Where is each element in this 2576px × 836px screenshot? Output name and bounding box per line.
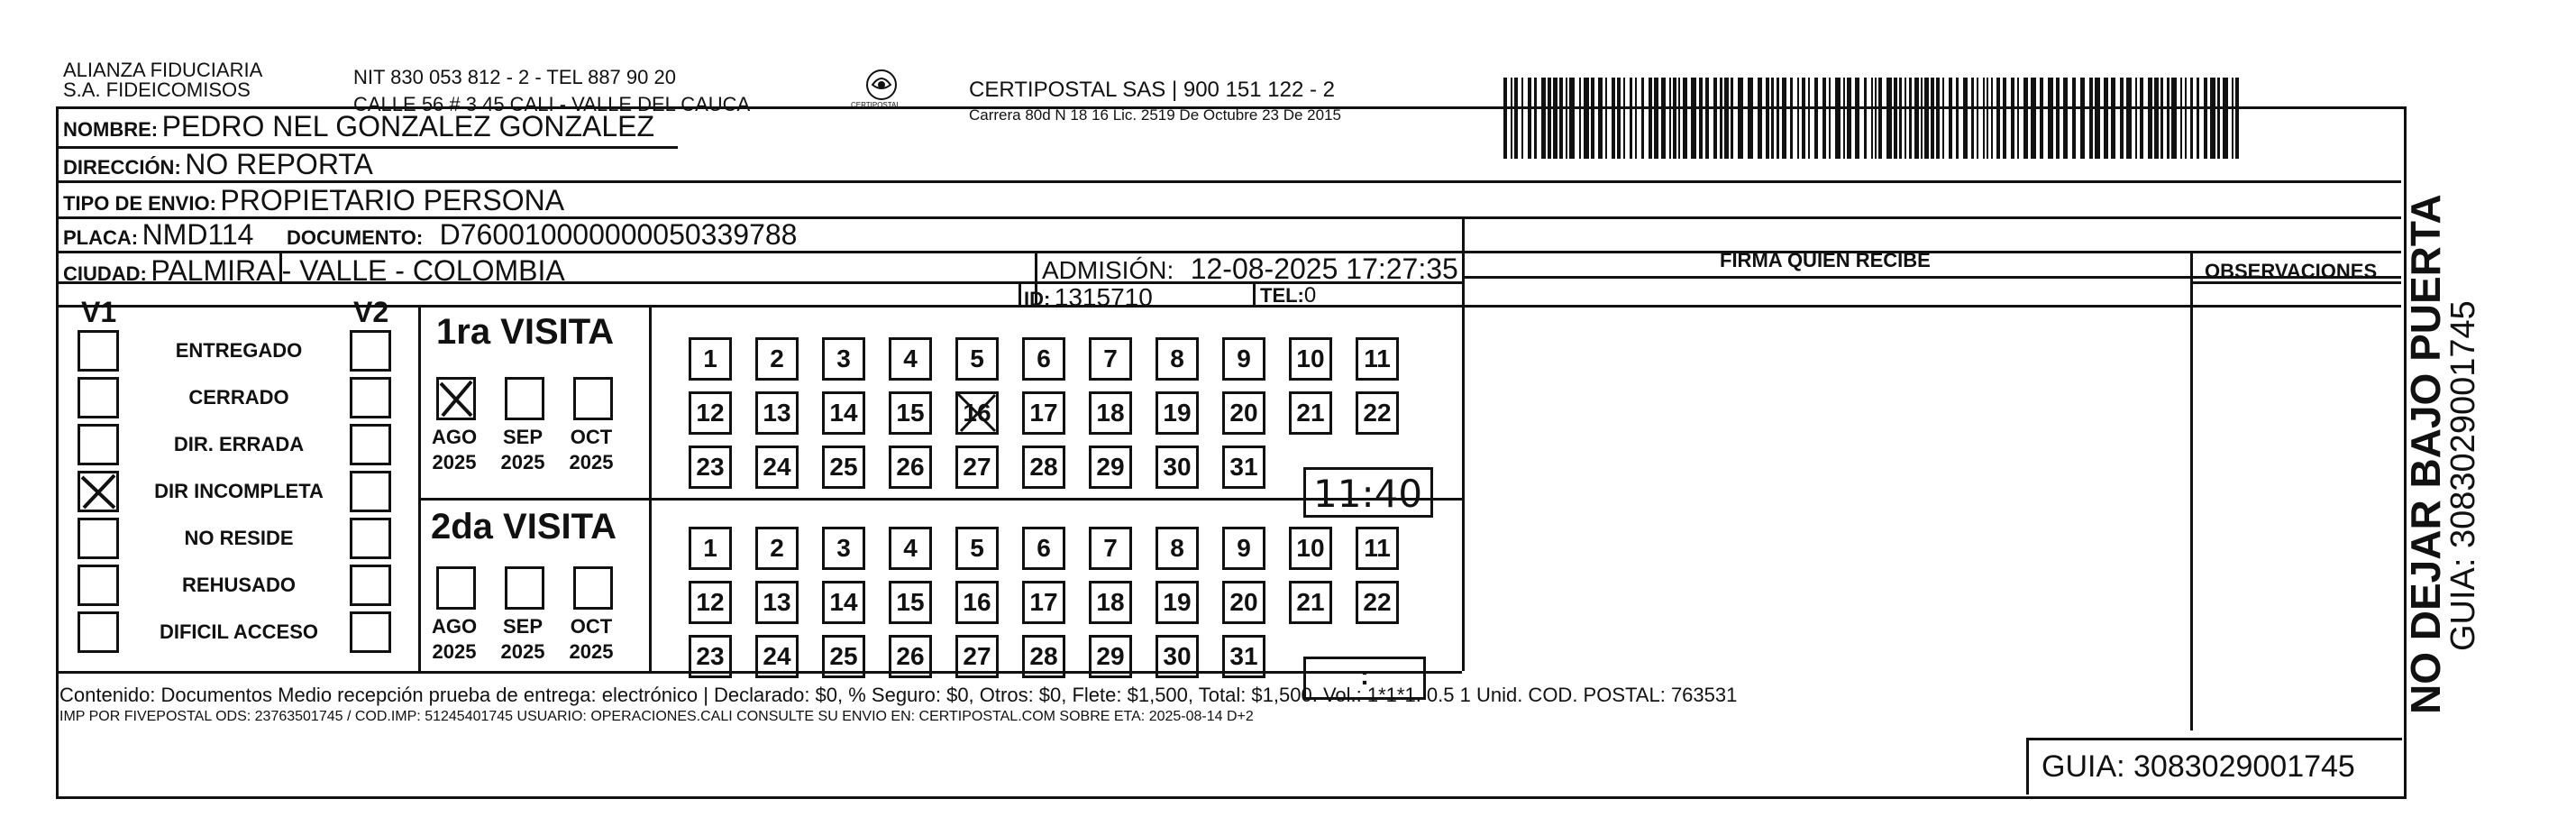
status-option-label: REHUSADO	[182, 574, 296, 596]
day-checkbox[interactable]: 26	[889, 635, 932, 678]
day-checkbox[interactable]: 11	[1356, 337, 1399, 381]
v1-checkbox[interactable]	[78, 424, 119, 465]
day-checkbox[interactable]: 3	[822, 527, 865, 570]
v2-label: V2	[353, 296, 389, 328]
v2-checkbox[interactable]	[350, 377, 391, 418]
admision-row	[1042, 253, 1458, 286]
check-mark-icon	[80, 473, 116, 510]
day-checkbox[interactable]: 7	[1089, 527, 1132, 570]
day-checkbox[interactable]: 13	[755, 391, 799, 435]
day-checkbox[interactable]: 1	[689, 527, 732, 570]
direccion-label: DIRECCIÓN:	[63, 156, 181, 179]
month-label: SEP	[502, 426, 544, 448]
month-checkbox-ago[interactable]	[436, 566, 476, 610]
day-checkbox[interactable]: 17	[1022, 391, 1065, 435]
v2-checkbox[interactable]	[350, 330, 391, 372]
month-checkbox-oct[interactable]	[573, 566, 613, 610]
guia-box-text: GUIA: 3083029001745	[2042, 749, 2355, 784]
imp-line: IMP POR FIVEPOSTAL ODS: 23763501745 / COD.IMP: 51245401745 USUARIO: OPERACIONES.CALI CONSULTE SU ENVIO EN: CERTIPOSTAL.COM SOBRE ETA: 2025-08-14 D+2	[59, 709, 1254, 724]
day-checkbox[interactable]: 23	[689, 635, 732, 678]
ciudad-value: PALMIRA - VALLE - COLOMBIA	[151, 254, 565, 287]
day-checkbox[interactable]: 27	[955, 635, 999, 678]
v1-checkbox[interactable]	[78, 377, 119, 418]
day-checkbox[interactable]: 13	[755, 581, 799, 624]
day-checkbox[interactable]: 11	[1356, 527, 1399, 570]
day-checkbox[interactable]: 17	[1022, 581, 1065, 624]
month-label: OCT	[570, 426, 613, 448]
nombre-label: NOMBRE:	[63, 118, 159, 141]
day-checkbox[interactable]: 3	[822, 337, 865, 381]
divider	[1462, 216, 1465, 671]
day-checkbox[interactable]: 16	[955, 581, 999, 624]
day-checkbox[interactable]: 19	[1156, 581, 1199, 624]
status-option-label: DIR. ERRADA	[173, 433, 305, 455]
day-checkbox[interactable]: 28	[1022, 446, 1065, 489]
divider	[1019, 281, 1021, 284]
day-checkbox[interactable]: 15	[889, 391, 932, 435]
day-checkbox[interactable]: 10	[1289, 337, 1332, 381]
v1-label: V1	[81, 296, 117, 328]
admision-value: 12-08-2025 17:27:35	[1190, 253, 1458, 285]
day-checkbox[interactable]: 12	[689, 581, 732, 624]
v1-checkbox[interactable]	[78, 518, 119, 559]
day-checkbox[interactable]: 22	[1356, 581, 1399, 624]
month-label: AGO	[431, 615, 478, 638]
logo-text: CERTIPOSTAL	[851, 101, 900, 109]
day-checkbox[interactable]: 2	[755, 527, 799, 570]
divider	[2190, 251, 2193, 730]
day-checkbox[interactable]: 4	[889, 337, 932, 381]
month-checkbox-sep[interactable]	[505, 377, 544, 420]
year-label: 2025	[432, 451, 477, 473]
certipostal-logo	[851, 65, 909, 110]
first-visit-time: 11:40	[1313, 472, 1423, 516]
day-checkbox[interactable]: 25	[822, 635, 865, 678]
ciudad-row	[63, 254, 565, 288]
carrier-line: CERTIPOSTAL SAS | 900 151 122 - 2	[969, 78, 1335, 102]
month-checkbox-oct[interactable]	[573, 377, 613, 420]
day-checkbox[interactable]: 31	[1222, 635, 1265, 678]
placa-value: NMD114	[142, 218, 254, 251]
no-dejar-bajo-puerta: NO DEJAR BAJO PUERTA	[2402, 194, 2449, 714]
day-checkbox[interactable]: 10	[1289, 527, 1332, 570]
day-checkbox[interactable]: 7	[1089, 337, 1132, 381]
day-checkbox[interactable]: 21	[1289, 391, 1332, 435]
observaciones-label: OBSERVACIONES	[2205, 260, 2378, 282]
day-checkbox[interactable]: 8	[1156, 527, 1199, 570]
placa-row	[63, 218, 253, 252]
v2-checkbox[interactable]	[350, 611, 391, 653]
day-checkbox[interactable]: 12	[689, 391, 732, 435]
nit-line: NIT 830 053 812 - 2 - TEL 887 90 20	[353, 66, 676, 88]
day-checkbox[interactable]: 18	[1089, 391, 1132, 435]
year-label: 2025	[569, 640, 614, 663]
company-name-line1: ALIANZA FIDUCIARIA	[63, 59, 263, 81]
admision-label: ADMISIÓN:	[1042, 256, 1174, 284]
divider	[649, 305, 652, 671]
id-value: 1315710	[1054, 283, 1153, 311]
day-checkbox[interactable]: 30	[1156, 635, 1199, 678]
day-checkbox[interactable]: 8	[1156, 337, 1199, 381]
direccion-value: NO REPORTA	[185, 148, 373, 180]
day-checkbox[interactable]: 15	[889, 581, 932, 624]
nombre-value: PEDRO NEL GONZALEZ GONZALEZ	[161, 110, 655, 142]
first-visit-time-box[interactable]	[1303, 467, 1433, 518]
tipo-label: TIPO DE ENVIO:	[63, 192, 216, 215]
v2-checkbox[interactable]	[350, 424, 391, 465]
documento-label: DOCUMENTO:	[287, 226, 424, 249]
check-mark-icon	[439, 380, 473, 418]
divider	[1019, 281, 1021, 305]
year-label: 2025	[569, 451, 614, 473]
day-checkbox[interactable]: 18	[1089, 581, 1132, 624]
day-checkbox[interactable]: 9	[1222, 527, 1265, 570]
v1-checkbox[interactable]	[78, 471, 119, 512]
day-checkbox[interactable]: 14	[822, 391, 865, 435]
contenido-line: Contenido: Documentos Medio recepción prueba de entrega: electrónico | Declarado: $0, % Seguro: $0, Otros: $0, Flete: $1,500, Total: $1,500. Vol.: 1*1*1. 0.5 1 Unid. COD. POSTAL: 763531	[59, 684, 1738, 706]
guia-vertical: GUIA: 3083029001745	[2444, 300, 2482, 651]
day-checkbox[interactable]: 1	[689, 337, 732, 381]
tipo-row	[63, 184, 564, 217]
year-label: 2025	[500, 640, 545, 663]
v2-checkbox[interactable]	[350, 565, 391, 606]
day-checkbox[interactable]: 16	[955, 391, 999, 435]
day-checkbox[interactable]: 30	[1156, 446, 1199, 489]
first-visit-title: 1ra VISITA	[436, 312, 615, 352]
second-visit-title: 2da VISITA	[431, 507, 617, 547]
day-checkbox[interactable]: 6	[1022, 337, 1065, 381]
day-checkbox[interactable]: 29	[1089, 635, 1132, 678]
day-checkbox[interactable]: 9	[1222, 337, 1265, 381]
month-checkbox-ago[interactable]	[436, 377, 476, 420]
day-checkbox[interactable]: 25	[822, 446, 865, 489]
day-checkbox[interactable]: 19	[1156, 391, 1199, 435]
ciudad-label: CIUDAD:	[63, 262, 147, 285]
month-checkbox-sep[interactable]	[505, 566, 544, 610]
carrier-license: Carrera 80d N 18 16 Lic. 2519 De Octubre 23 De 2015	[969, 106, 1341, 124]
guia-box	[2026, 738, 2402, 795]
day-checkbox[interactable]: 23	[689, 446, 732, 489]
year-label: 2025	[500, 451, 545, 473]
v2-checkbox[interactable]	[350, 471, 391, 512]
day-checkbox[interactable]: 24	[755, 635, 799, 678]
day-checkbox[interactable]: 22	[1356, 391, 1399, 435]
day-checkbox[interactable]: 5	[955, 337, 999, 381]
day-checkbox[interactable]: 31	[1222, 446, 1265, 489]
day-checkbox[interactable]: 24	[755, 446, 799, 489]
day-checkbox[interactable]: 28	[1022, 635, 1065, 678]
id-row	[1024, 283, 1153, 312]
nombre-row	[63, 110, 654, 143]
v2-checkbox[interactable]	[350, 518, 391, 559]
day-checkbox[interactable]: 2	[755, 337, 799, 381]
company-name-line2: S.A. FIDEICOMISOS	[63, 78, 251, 101]
second-visit-time-separator: :	[1360, 661, 1369, 691]
status-option-label: ENTREGADO	[175, 339, 303, 362]
month-label: OCT	[570, 615, 613, 638]
divider	[56, 180, 2401, 183]
day-checkbox[interactable]: 4	[889, 527, 932, 570]
tel-value: 0	[1303, 283, 1317, 308]
firma-label: FIRMA QUIEN RECIBE	[1720, 249, 1931, 271]
year-label: 2025	[432, 640, 477, 663]
day-checkbox[interactable]: 29	[1089, 446, 1132, 489]
direccion-row	[63, 148, 373, 181]
tel-row	[1260, 283, 1316, 308]
day-checkbox[interactable]: 20	[1222, 391, 1265, 435]
id-label: ID:	[1024, 288, 1051, 310]
divider	[418, 305, 421, 671]
v1-checkbox[interactable]	[78, 330, 119, 372]
day-checkbox[interactable]: 21	[1289, 581, 1332, 624]
day-checkbox[interactable]: 20	[1222, 581, 1265, 624]
status-option-label: DIFICIL ACCESO	[159, 620, 318, 643]
status-option-label: NO RESIDE	[184, 527, 294, 549]
day-checkbox[interactable]: 14	[822, 581, 865, 624]
tipo-value: PROPIETARIO PERSONA	[220, 184, 565, 216]
month-label: AGO	[431, 426, 478, 448]
status-option-label: CERRADO	[188, 386, 289, 409]
placa-label: PLACA:	[63, 226, 139, 249]
day-checkbox[interactable]: 26	[889, 446, 932, 489]
check-mark-icon	[955, 391, 997, 433]
day-checkbox[interactable]: 27	[955, 446, 999, 489]
divider	[56, 305, 2401, 308]
day-checkbox[interactable]: 5	[955, 527, 999, 570]
status-option-label: DIR INCOMPLETA	[154, 480, 324, 502]
day-checkbox[interactable]: 6	[1022, 527, 1065, 570]
address-line: CALLE 56 # 3 45 CALI - VALLE DEL CAUCA	[353, 93, 751, 115]
v1-checkbox[interactable]	[78, 611, 119, 653]
documento-row	[287, 218, 797, 252]
v1-checkbox[interactable]	[78, 565, 119, 606]
tel-label: TEL:	[1260, 284, 1304, 307]
documento-value: D760010000000050339788	[439, 218, 798, 251]
month-label: SEP	[502, 615, 544, 638]
